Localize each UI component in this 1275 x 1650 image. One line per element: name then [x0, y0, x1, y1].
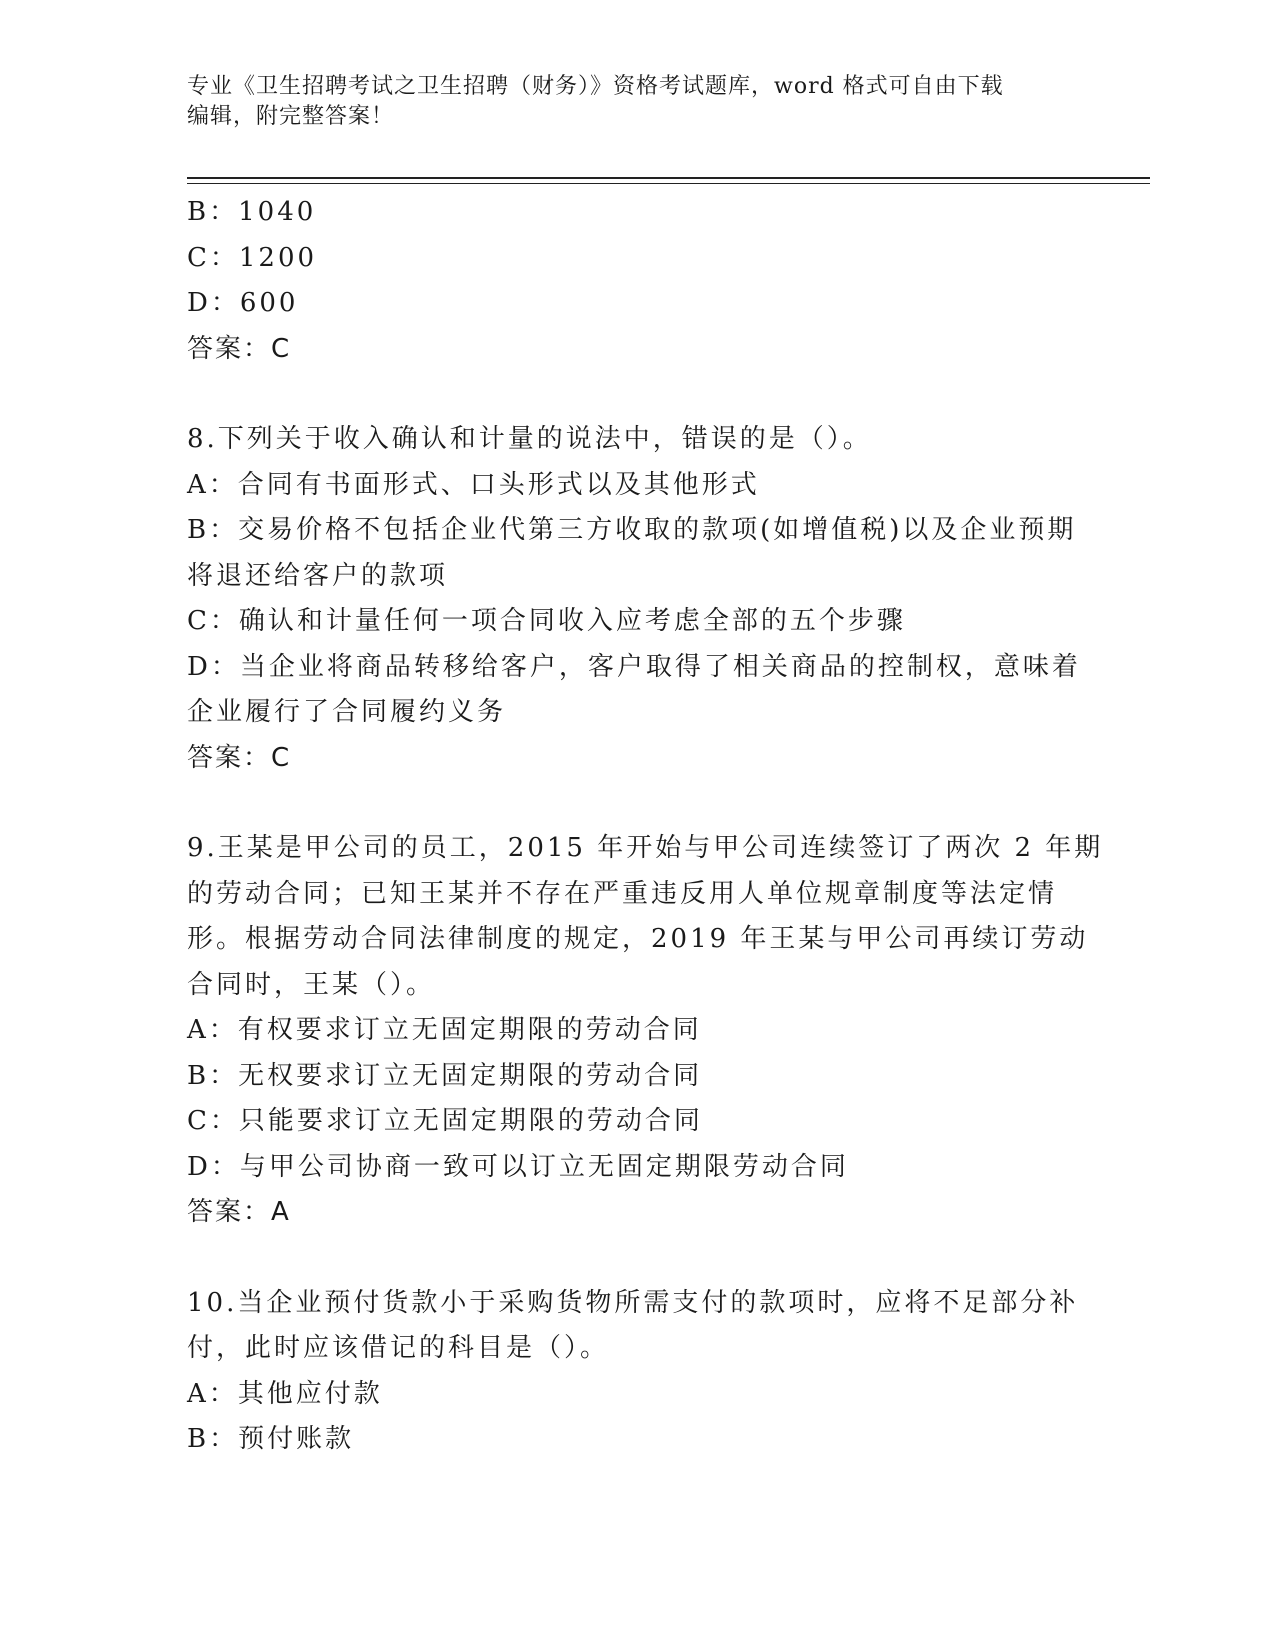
header-line-2: 编辑，附完整答案！: [187, 104, 395, 129]
question-10: [187, 1281, 1079, 1463]
option-d: D：与甲公司协商一致可以订立无固定期限劳动合同: [187, 1151, 849, 1182]
question-7-tail: [187, 190, 1067, 372]
question-stem: 8.下列关于收入确认和计量的说法中，错误的是（）。: [187, 424, 872, 454]
question-stem: 10.当企业预付货款小于采购货物所需支付的款项时，应将不足部分补: [187, 1287, 1079, 1318]
option-a: A：合同有书面形式、口头形式以及其他形式: [187, 469, 760, 500]
option-a: A：其他应付款: [187, 1378, 383, 1409]
document-header: [187, 72, 1067, 132]
question-stem-cont: 的劳动合同；已知王某并不存在严重违反用人单位规章制度等法定情: [187, 878, 1058, 909]
option-b: B：预付账款: [187, 1424, 355, 1454]
answer: 答案：A: [187, 1197, 291, 1227]
option-a: A：有权要求订立无固定期限的劳动合同: [187, 1015, 702, 1045]
question-stem: 9.王某是甲公司的员工，2015 年开始与甲公司连续签订了两次 2 年期: [187, 833, 1104, 863]
question-9: [187, 826, 1104, 1236]
question-stem-cont: 付，此时应该借记的科目是（）。: [187, 1333, 610, 1363]
answer: 答案：C: [187, 742, 292, 773]
option-c: C：1200: [187, 242, 318, 273]
option-b: B：1040: [187, 197, 317, 227]
header-rule-thick: [187, 177, 1150, 179]
option-d: D：当企业将商品转移给客户，客户取得了相关商品的控制权，意味着: [187, 651, 1081, 682]
answer: 答案：C: [187, 333, 292, 364]
option-b-cont: 将退还给客户的款项: [187, 560, 449, 591]
question-stem-cont: 合同时，王某（）。: [187, 969, 436, 1000]
question-stem-cont: 形。根据劳动合同法律制度的规定，2019 年王某与甲公司再续订劳动: [187, 924, 1089, 954]
option-b: B：无权要求订立无固定期限的劳动合同: [187, 1060, 703, 1091]
option-d: D：600: [187, 288, 299, 318]
header-rule-thin: [187, 183, 1150, 184]
option-d-cont: 企业履行了合同履约义务: [187, 697, 507, 727]
question-8: [187, 417, 1081, 781]
option-b: B：交易价格不包括企业代第三方收取的款项(如增值税)以及企业预期: [187, 515, 1077, 545]
question-list: [187, 190, 1104, 1463]
option-c: C：确认和计量任何一项合同收入应考虑全部的五个步骤: [187, 606, 906, 636]
option-c: C：只能要求订立无固定期限的劳动合同: [187, 1106, 703, 1136]
header-line-1: 专业《卫生招聘考试之卫生招聘（财务）》资格考试题库，word 格式可自由下载: [187, 74, 1004, 99]
